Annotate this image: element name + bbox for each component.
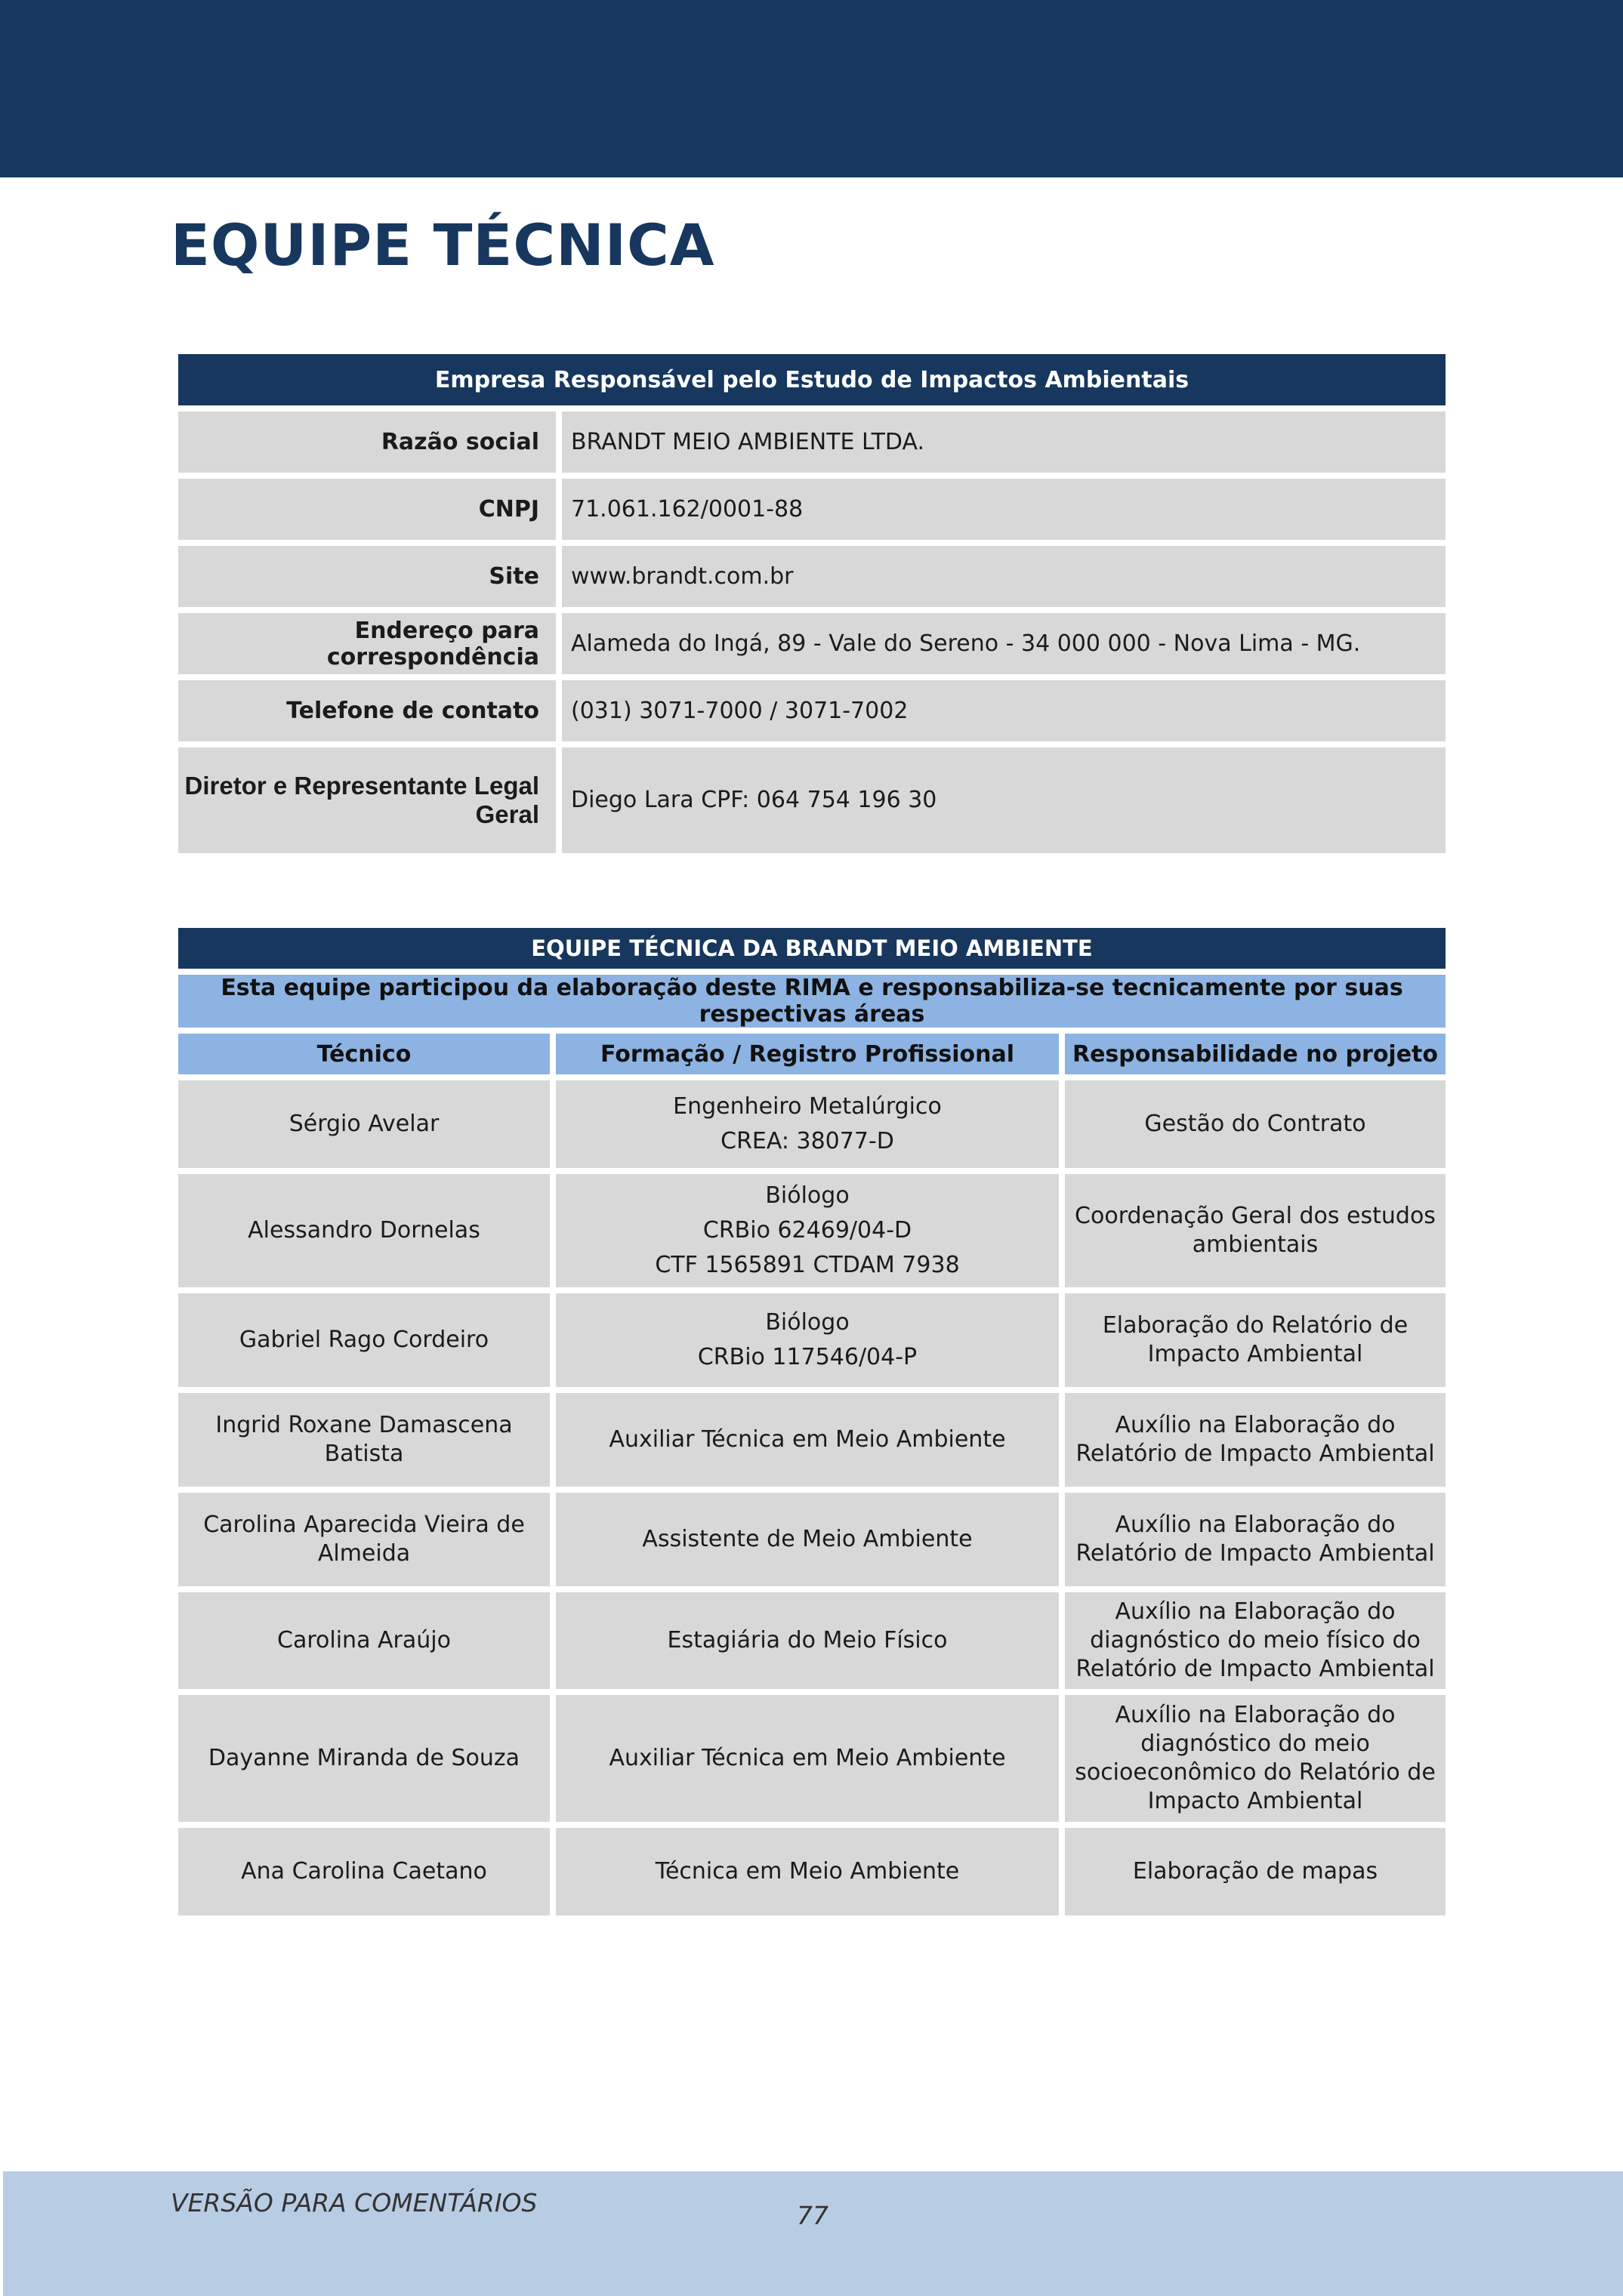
formacao-cell: Auxiliar Técnica em Meio Ambiente	[556, 1695, 1059, 1822]
table-row	[178, 680, 1446, 741]
tecnico-cell: Carolina Araújo	[178, 1592, 550, 1689]
company-value: Alameda do Ingá, 89 - Vale do Sereno - 34 000 000 - Nova Lima - MG.	[562, 613, 1446, 674]
table-row	[178, 1592, 1446, 1689]
tecnico-cell: Alessandro Dornelas	[178, 1174, 550, 1287]
responsabilidade-cell: Auxílio na Elaboração do diagnóstico do meio socioeconômico do Relatório de Impacto Ambiental	[1065, 1695, 1446, 1822]
company-value: www.brandt.com.br	[562, 546, 1446, 607]
company-value: 71.061.162/0001-88	[562, 479, 1446, 540]
table-row	[178, 479, 1446, 540]
company-table-header: Empresa Responsável pelo Estudo de Impactos Ambientais	[178, 354, 1446, 405]
table-row	[178, 747, 1446, 853]
page-number: 77	[797, 2201, 828, 2230]
team-table	[172, 922, 1452, 1922]
tecnico-cell: Carolina Aparecida Vieira de Almeida	[178, 1493, 550, 1586]
table-row	[178, 1174, 1446, 1287]
table-row	[178, 613, 1446, 674]
director-name: Diego Lara	[571, 787, 694, 813]
tecnico-cell: Sérgio Avelar	[178, 1080, 550, 1168]
page-title: EQUIPE TÉCNICA	[171, 211, 715, 279]
table-row	[178, 1393, 1446, 1487]
director-cpf: CPF: 064 754 196 30	[701, 787, 937, 813]
formacao-cell: Auxiliar Técnica em Meio Ambiente	[556, 1393, 1059, 1487]
formacao-cell	[556, 1293, 1059, 1387]
team-table-subheader: Esta equipe participou da elaboração deste RIMA e responsabiliza-se tecnicamente por suas respectivas áreas	[178, 975, 1446, 1028]
responsabilidade-cell: Auxílio na Elaboração do Relatório de Impacto Ambiental	[1065, 1393, 1446, 1487]
table-row	[178, 1293, 1446, 1387]
company-label: CNPJ	[178, 479, 556, 540]
responsabilidade-cell: Elaboração de mapas	[1065, 1828, 1446, 1915]
formacao-cell	[556, 1080, 1059, 1168]
column-header-formacao: Formação / Registro Profissional	[556, 1034, 1059, 1074]
director-value	[562, 747, 1446, 853]
tecnico-cell: Dayanne Miranda de Souza	[178, 1695, 550, 1822]
table-row	[178, 1828, 1446, 1915]
tecnico-cell: Ana Carolina Caetano	[178, 1828, 550, 1915]
company-label: Telefone de contato	[178, 680, 556, 741]
column-header-tecnico: Técnico	[178, 1034, 550, 1074]
formacao-line: CREA: 38077-D	[720, 1128, 894, 1154]
formacao-line: Biólogo	[765, 1309, 850, 1336]
company-label: Endereço para correspondência	[178, 613, 556, 674]
formacao-cell	[556, 1174, 1059, 1287]
column-header-responsabilidade: Responsabilidade no projeto	[1065, 1034, 1446, 1074]
director-label: Diretor e Representante Legal Geral	[178, 747, 556, 853]
company-value: BRANDT MEIO AMBIENTE LTDA.	[562, 411, 1446, 473]
table-row	[178, 1493, 1446, 1586]
team-table-header: EQUIPE TÉCNICA DA BRANDT MEIO AMBIENTE	[178, 928, 1446, 969]
responsabilidade-cell: Coordenação Geral dos estudos ambientais	[1065, 1174, 1446, 1287]
company-value: (031) 3071-7000 / 3071-7002	[562, 680, 1446, 741]
formacao-cell: Técnica em Meio Ambiente	[556, 1828, 1059, 1915]
footer-version-label: VERSÃO PARA COMENTÁRIOS	[171, 2188, 538, 2217]
tecnico-cell: Gabriel Rago Cordeiro	[178, 1293, 550, 1387]
responsabilidade-cell: Elaboração do Relatório de Impacto Ambiental	[1065, 1293, 1446, 1387]
tecnico-cell: Ingrid Roxane Damascena Batista	[178, 1393, 550, 1487]
company-label: Site	[178, 546, 556, 607]
formacao-line: Biólogo	[765, 1182, 850, 1209]
company-label: Razão social	[178, 411, 556, 473]
formacao-line: Engenheiro Metalúrgico	[673, 1093, 942, 1120]
responsabilidade-cell: Gestão do Contrato	[1065, 1080, 1446, 1168]
formacao-cell: Estagiária do Meio Físico	[556, 1592, 1059, 1689]
table-row	[178, 1695, 1446, 1822]
formacao-cell: Assistente de Meio Ambiente	[556, 1493, 1059, 1586]
table-row	[178, 546, 1446, 607]
formacao-line: CRBio 117546/04-P	[697, 1344, 918, 1370]
table-row	[178, 1080, 1446, 1168]
formacao-line: CTF 1565891 CTDAM 7938	[655, 1252, 960, 1278]
formacao-line: CRBio 62469/04-D	[702, 1217, 912, 1244]
header-band	[0, 0, 1623, 177]
responsabilidade-cell: Auxílio na Elaboração do diagnóstico do meio físico do Relatório de Impacto Ambiental	[1065, 1592, 1446, 1689]
responsabilidade-cell: Auxílio na Elaboração do Relatório de Impacto Ambiental	[1065, 1493, 1446, 1586]
table-row	[178, 411, 1446, 473]
company-table	[172, 348, 1452, 859]
